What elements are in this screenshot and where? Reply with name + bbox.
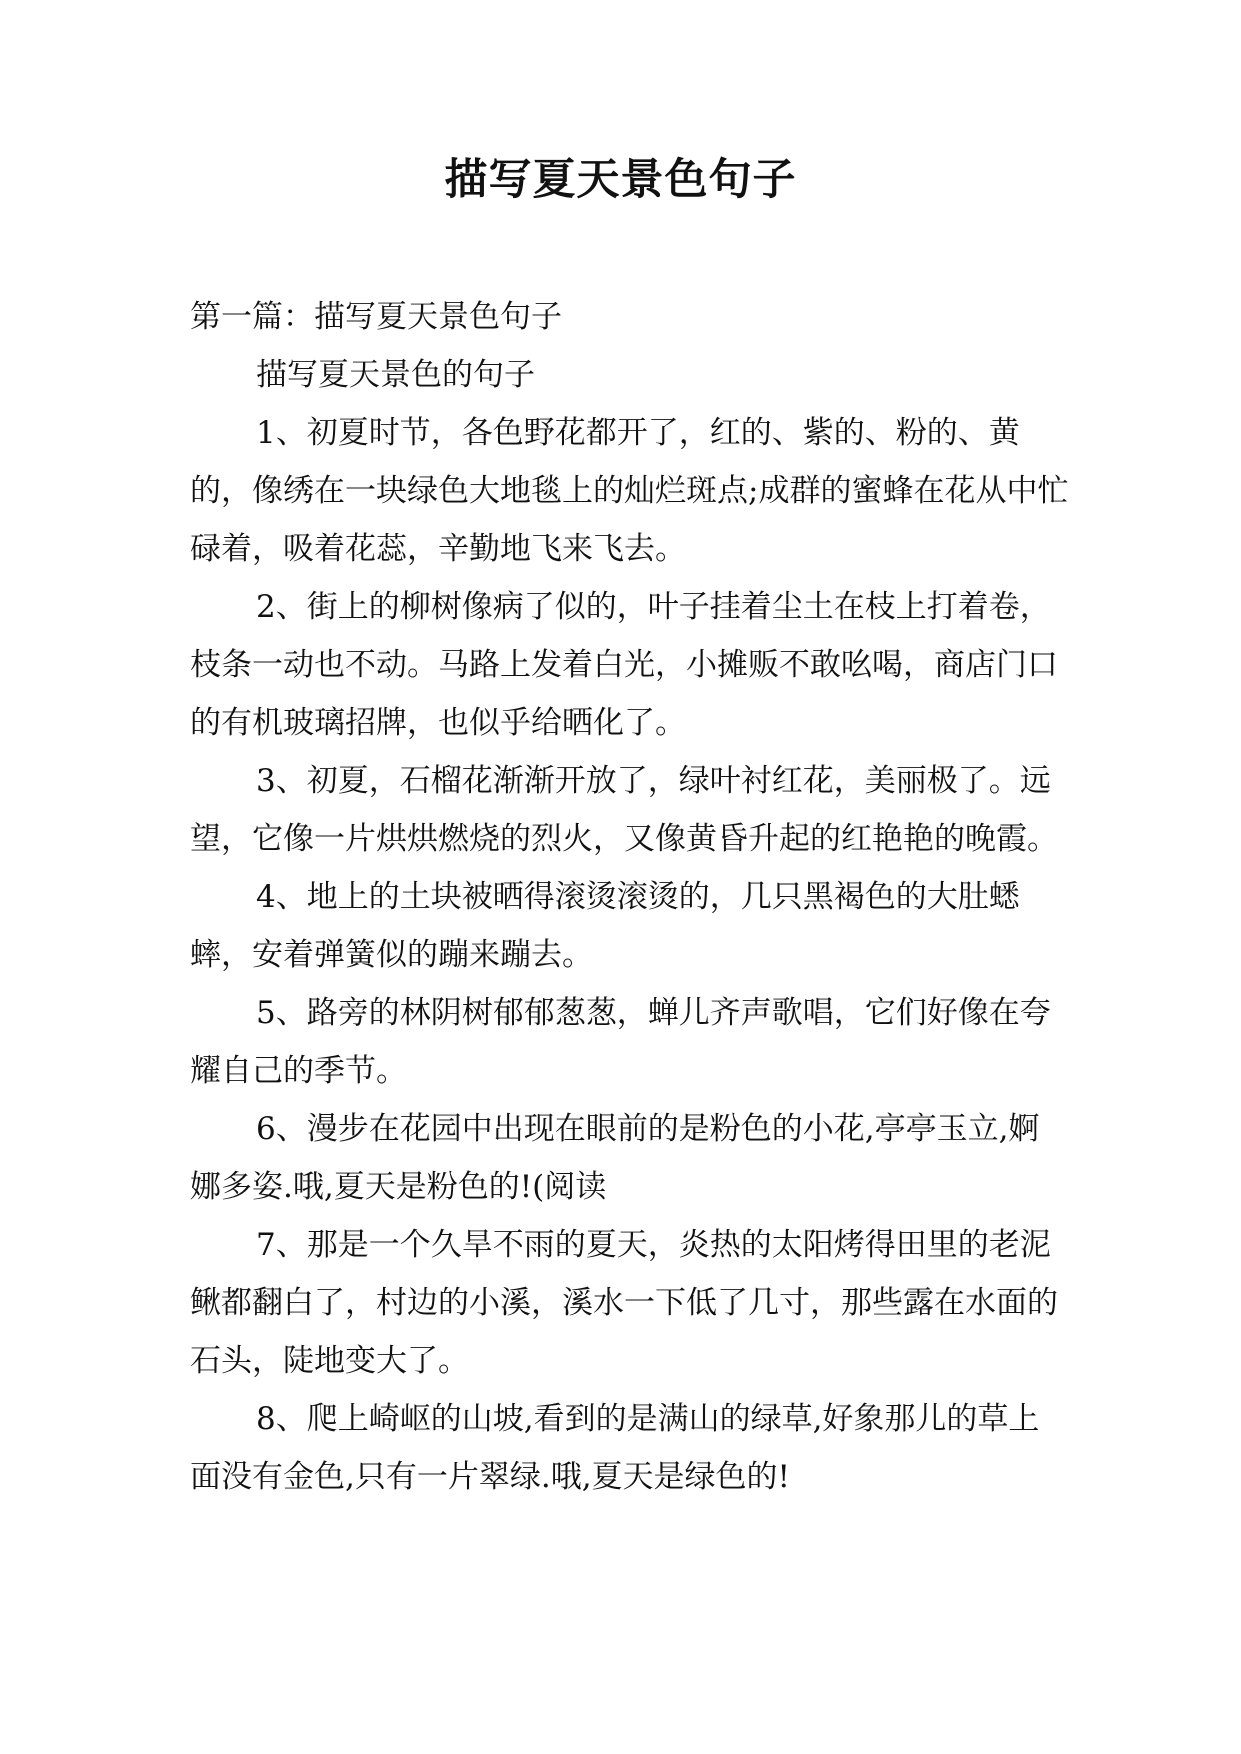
paragraph-4: 4、地上的土块被晒得滚烫滚烫的，几只黑褐色的大肚蟋蟀，安着弹簧似的蹦来蹦去。 xyxy=(190,879,1020,973)
paragraph-7: 7、那是一个久旱不雨的夏天，炎热的太阳烤得田里的老泥鳅都翻白了，村边的小溪，溪水一下低了几寸，那些露在水面的石头，陡地变大了。 xyxy=(190,1227,1058,1379)
paragraph-6: 6、漫步在花园中出现在眼前的是粉色的小花,亭亭玉立,婀娜多姿.哦,夏天是粉色的!(阅读 xyxy=(190,1111,1040,1205)
paragraph-3: 3、初夏，石榴花渐渐开放了，绿叶衬红花，美丽极了。远望，它像一片烘烘燃烧的烈火，又像黄昏升起的红艳艳的晚霞。 xyxy=(190,763,1058,857)
paragraph-2: 2、街上的柳树像病了似的，叶子挂着尘土在枝上打着卷，枝条一动也不动。马路上发着白光，小摊贩不敢吆喝，商店门口的有机玻璃招牌，也似乎给晒化了。 xyxy=(190,589,1058,741)
subtitle: 描写夏天景色的句子 xyxy=(256,357,535,393)
document-title: 描写夏天景色句子 xyxy=(444,155,797,205)
paragraph-5: 5、路旁的林阴树郁郁葱葱，蝉儿齐声歌唱，它们好像在夸耀自己的季节。 xyxy=(190,995,1051,1089)
section-heading: 第一篇：描写夏天景色句子 xyxy=(190,299,562,335)
document-body xyxy=(190,288,1070,1506)
paragraph-1: 1、初夏时节，各色野花都开了，红的、紫的、粉的、黄的，像绣在一块绿色大地毯上的灿烂斑点;成群的蜜蜂在花从中忙碌着，吸着花蕊，辛勤地飞来飞去。 xyxy=(190,415,1069,567)
paragraph-8: 8、爬上崎岖的山坡,看到的是满山的绿草,好象那儿的草上面没有金色,只有一片翠绿.哦,夏天是绿色的! xyxy=(190,1401,1040,1495)
